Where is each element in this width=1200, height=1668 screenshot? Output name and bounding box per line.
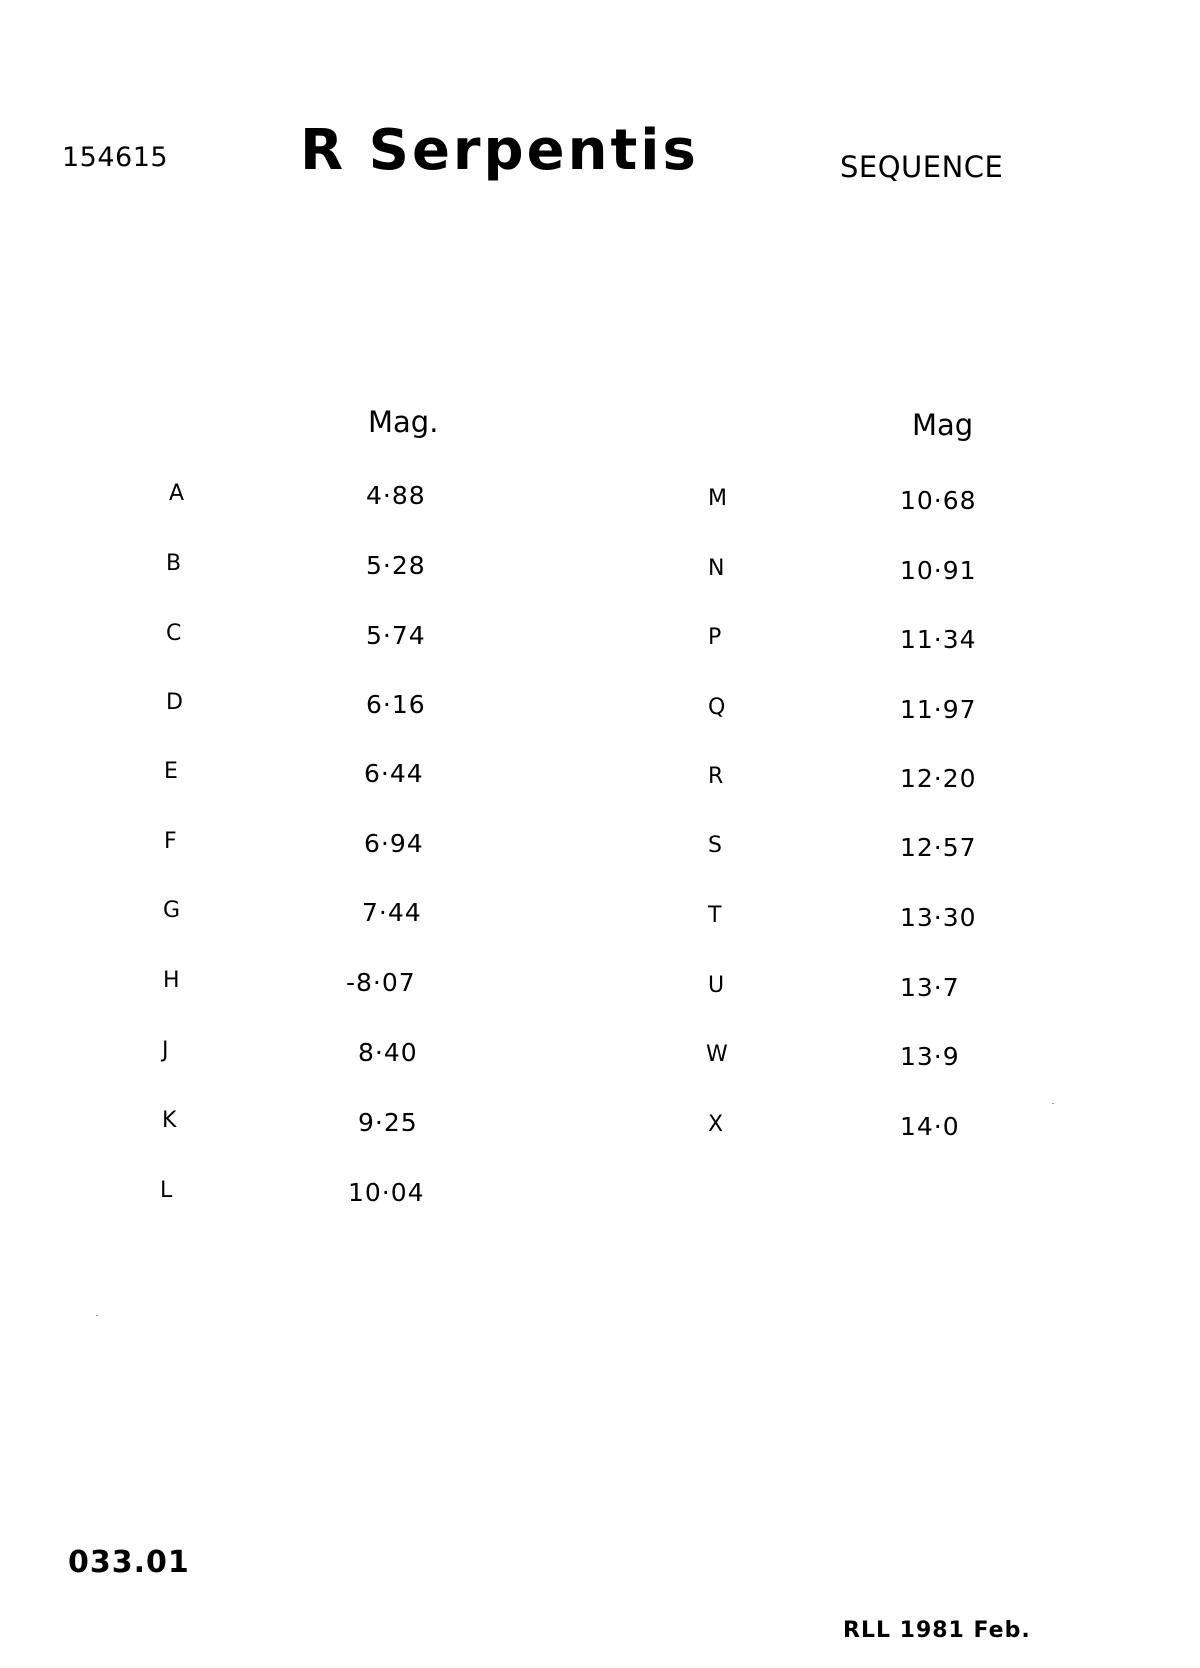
star-magnitude: 11·97 — [900, 695, 977, 724]
star-magnitude: 13·9 — [900, 1042, 960, 1071]
star-magnitude: 6·16 — [366, 690, 426, 719]
star-label: C — [166, 621, 182, 646]
star-magnitude: 7·44 — [362, 898, 422, 927]
star-label: U — [708, 973, 725, 998]
star-magnitude: 4·88 — [366, 481, 426, 510]
star-label: S — [708, 833, 722, 858]
left-mag-header: Mag. — [368, 405, 439, 439]
star-magnitude: 14·0 — [900, 1112, 960, 1141]
star-label: D — [166, 690, 183, 715]
star-label: B — [166, 551, 182, 576]
star-magnitude: 12·20 — [900, 764, 977, 793]
star-label: R — [708, 764, 724, 789]
star-magnitude: 9·25 — [358, 1108, 418, 1137]
star-magnitude: 10·91 — [900, 556, 977, 585]
star-magnitude: 13·30 — [900, 903, 977, 932]
star-label: F — [164, 829, 177, 854]
star-magnitude: 11·34 — [900, 625, 977, 654]
star-magnitude: 6·44 — [364, 759, 424, 788]
star-magnitude: 8·40 — [358, 1038, 418, 1067]
star-magnitude: 6·94 — [364, 829, 424, 858]
star-label: Q — [708, 695, 726, 720]
star-magnitude: -8·07 — [346, 968, 416, 997]
star-label: L — [160, 1178, 173, 1203]
star-magnitude: 5·74 — [366, 621, 426, 650]
star-label: H — [163, 968, 180, 993]
author-date-note: RLL 1981 Feb. — [843, 1618, 1031, 1643]
star-magnitude: 13·7 — [900, 973, 960, 1002]
star-label: E — [164, 759, 178, 784]
right-mag-header: Mag — [912, 408, 974, 442]
star-label: T — [708, 903, 722, 928]
star-designation: 154615 — [62, 142, 169, 173]
star-label: M — [708, 486, 727, 511]
star-label: J — [162, 1038, 169, 1063]
chart-code: 033.01 — [68, 1545, 190, 1580]
scan-speck — [1052, 1103, 1054, 1104]
star-magnitude: 10·04 — [348, 1178, 425, 1207]
scan-speck — [96, 1315, 98, 1316]
star-label: K — [162, 1108, 177, 1133]
star-label: G — [163, 898, 181, 923]
star-label: A — [169, 481, 185, 506]
star-label: W — [706, 1042, 728, 1067]
star-magnitude: 12·57 — [900, 833, 977, 862]
star-label: X — [708, 1112, 724, 1137]
star-magnitude: 10·68 — [900, 486, 977, 515]
star-label: P — [708, 625, 722, 650]
page-title: R Serpentis — [300, 118, 699, 183]
star-magnitude: 5·28 — [366, 551, 426, 580]
sequence-label: SEQUENCE — [840, 150, 1004, 184]
star-label: N — [708, 556, 725, 581]
